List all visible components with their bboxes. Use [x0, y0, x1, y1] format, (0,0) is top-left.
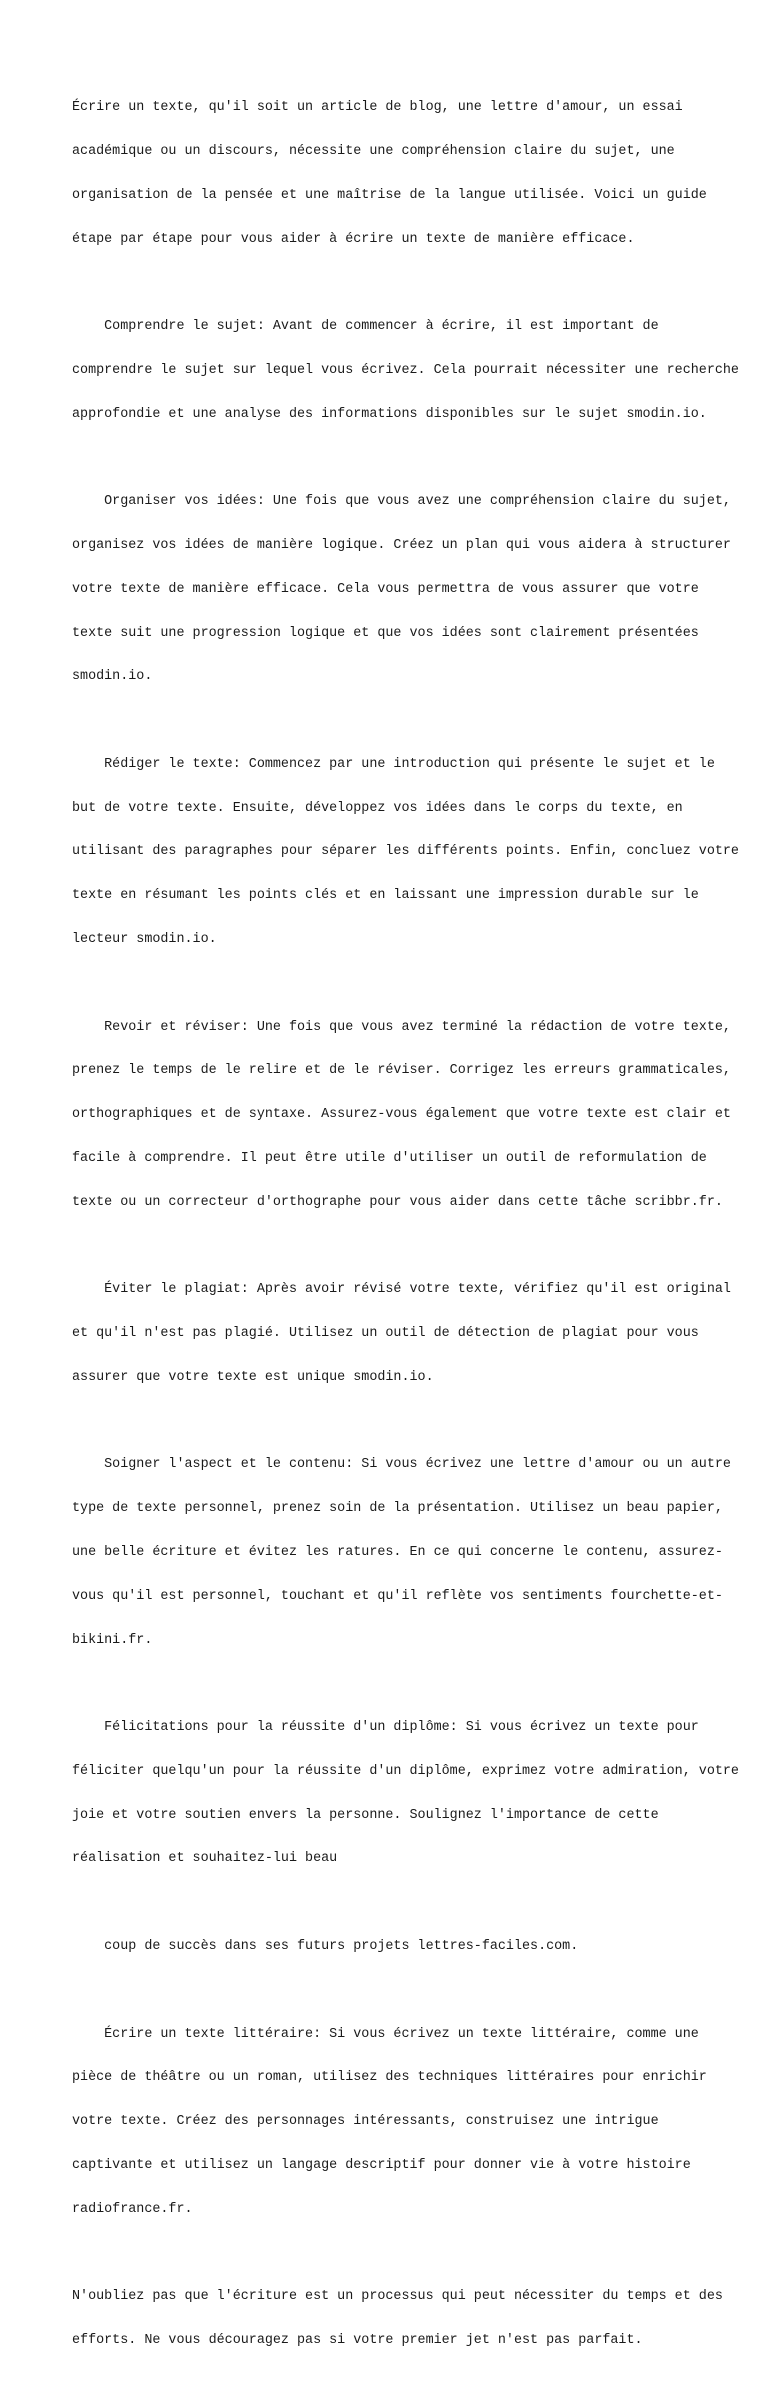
- text-line: réalisation et souhaitez-lui beau: [72, 1851, 338, 1867]
- paragraph-intro: [72, 72, 712, 276]
- text-line: assurer que votre texte est unique smodin.io.: [72, 1369, 434, 1385]
- text-line: radiofrance.fr.: [72, 2201, 193, 2217]
- text-line: Comprendre le sujet: Avant de commencer à écrire, il est important de: [72, 319, 659, 335]
- text-line: Écrire un texte, qu'il soit un article de blog, une lettre d'amour, un essai: [72, 100, 683, 116]
- text-line: smodin.io.: [72, 669, 153, 685]
- text-line: prenez le temps de le relire et de le réviser. Corrigez les erreurs grammaticales,: [72, 1063, 731, 1079]
- text-line: et qu'il n'est pas plagié. Utilisez un outil de détection de plagiat pour vous: [72, 1326, 699, 1342]
- text-line: bikini.fr.: [72, 1632, 153, 1648]
- paragraph-eviter-le-plagiat: [72, 1254, 731, 1415]
- paragraph-soigner-aspect: [72, 1429, 731, 1677]
- text-line: organisez vos idées de manière logique. Créez un plan qui vous aidera à structurer: [72, 538, 731, 553]
- text-line: texte en résumant les points clés et en laissant une impression durable sur le: [72, 888, 699, 904]
- text-line: lecteur smodin.io.: [72, 932, 217, 948]
- text-line: captivante et utilisez un langage descriptif pour donner vie à votre histoire: [72, 2157, 691, 2173]
- text-line: type de texte personnel, prenez soin de la présentation. Utilisez un beau papier,: [72, 1501, 723, 1517]
- paragraph-felicitations: [72, 1692, 739, 1896]
- text-line: organisation de la pensée et une maîtrise de la langue utilisée. Voici un guide: [72, 187, 707, 203]
- text-line: académique ou un discours, nécessite une compréhension claire du sujet, une: [72, 143, 675, 159]
- paragraph-comprendre-le-sujet: [72, 291, 739, 452]
- paragraph-conclusion: [72, 2261, 723, 2378]
- paragraph-organiser-vos-idees: [72, 466, 731, 714]
- document-page: [72, 72, 739, 2392]
- text-line: votre texte de manière efficace. Cela vous permettra de vous assurer que votre: [72, 581, 699, 597]
- text-line: efforts. Ne vous découragez pas si votre premier jet n'est pas parfait.: [72, 2333, 643, 2349]
- text-line: comprendre le sujet sur lequel vous écrivez. Cela pourrait nécessiter une recherche: [72, 362, 739, 378]
- text-line: Soigner l'aspect et le contenu: Si vous écrivez une lettre d'amour ou un autre: [72, 1457, 731, 1473]
- text-line: joie et votre soutien envers la personne. Soulignez l'importance de cette: [72, 1807, 659, 1823]
- text-line: Écrire un texte littéraire: Si vous écrivez un texte littéraire, comme une: [72, 2026, 699, 2042]
- text-line: but de votre texte. Ensuite, développez vos idées dans le corps du texte, en: [72, 800, 683, 816]
- text-line: Organiser vos idées: Une fois que vous avez une compréhension claire du sujet,: [72, 494, 731, 510]
- paragraph-revoir-et-reviser: [72, 991, 731, 1239]
- text-line: N'oubliez pas que l'écriture est un processus qui peut nécessiter du temps et des: [72, 2289, 723, 2305]
- paragraph-felicitations-continued: [72, 1911, 712, 1984]
- text-line: Félicitations pour la réussite d'un diplôme: Si vous écrivez un texte pour: [72, 1720, 699, 1736]
- text-line: une belle écriture et évitez les ratures. En ce qui concerne le contenu, assurez-: [72, 1544, 723, 1560]
- text-line: coup de succès dans ses futurs projets lettres-faciles.com.: [72, 1939, 579, 1954]
- text-line: approfondie et une analyse des informations disponibles sur le sujet smodin.io.: [72, 406, 707, 422]
- text-line: vous qu'il est personnel, touchant et qu'il reflète vos sentiments fourchette-et-: [72, 1588, 723, 1604]
- text-line: étape par étape pour vous aider à écrire un texte de manière efficace.: [72, 231, 635, 247]
- text-line: texte suit une progression logique et que vos idées sont clairement présentées: [72, 625, 699, 641]
- text-line: Rédiger le texte: Commencez par une introduction qui présente le sujet et le: [72, 756, 715, 772]
- text-line: Revoir et réviser: Une fois que vous avez terminé la rédaction de votre texte,: [72, 1019, 731, 1035]
- paragraph-rediger-le-texte: [72, 729, 739, 977]
- text-line: pièce de théâtre ou un roman, utilisez des techniques littéraires pour enrichir: [72, 2070, 707, 2086]
- text-line: orthographiques et de syntaxe. Assurez-vous également que votre texte est clair et: [72, 1107, 731, 1123]
- text-line: utilisant des paragraphes pour séparer les différents points. Enfin, concluez votre: [72, 844, 739, 860]
- text-line: Éviter le plagiat: Après avoir révisé votre texte, vérifiez qu'il est original: [72, 1282, 731, 1298]
- paragraph-ecrire-texte-litteraire: [72, 1998, 712, 2246]
- text-line: féliciter quelqu'un pour la réussite d'un diplôme, exprimez votre admiration, votre: [72, 1763, 739, 1779]
- text-line: votre texte. Créez des personnages intéressants, construisez une intrigue: [72, 2114, 659, 2130]
- text-line: texte ou un correcteur d'orthographe pour vous aider dans cette tâche scribbr.fr.: [72, 1194, 723, 1210]
- text-line: facile à comprendre. Il peut être utile d'utiliser un outil de reformulation de: [72, 1150, 707, 1166]
